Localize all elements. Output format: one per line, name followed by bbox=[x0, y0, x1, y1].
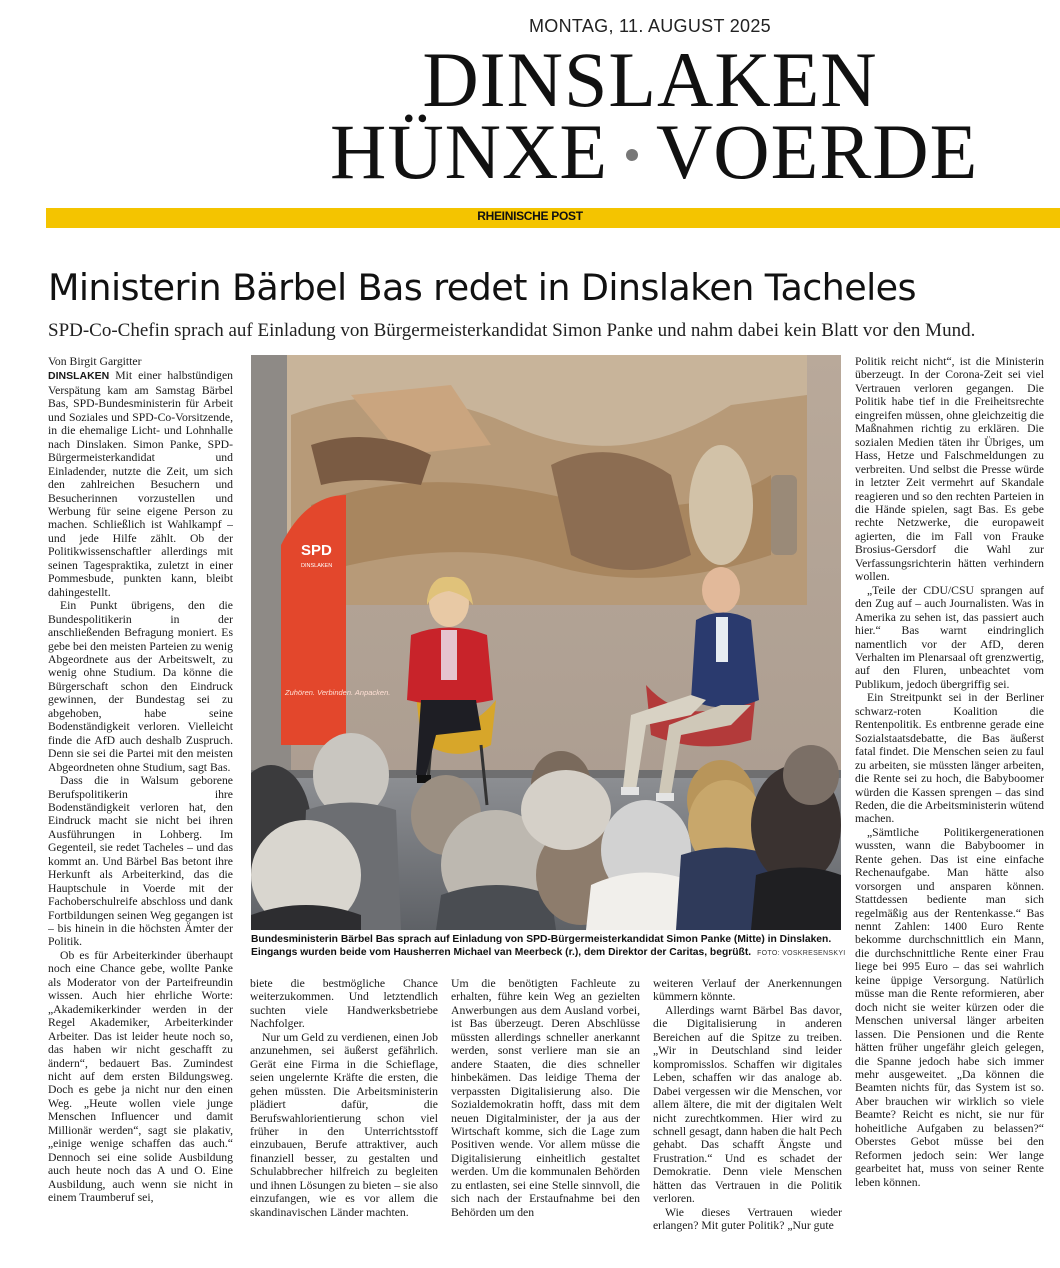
paragraph: Nur um Geld zu verdienen, einen Job anzunehmen, sei äußerst gefährlich. Gerät eine Firma in die Schieflage, seien ungelernte Kräfte die ersten, die gehen müssten. Die Arbeitsministerin plädiert dafür, die Berufswahlorientierung schon viel früher in den Unterrichtsstoff einzubauen, Berufe attraktiver, auch finanziell besser, zu gestalten und Schulabbrecher hilfreich zu begleiten und ihnen Lösungen zu bieten – sie also einzufangen, wie es vor allem die skandinavischen Länder machten. bbox=[250, 1030, 438, 1219]
paragraph: Um die benötigten Fachleute zu erhalten, führe kein Weg an gezielten Anwerbungen aus dem Ausland vorbei, ist Bas überzeugt. Deren Abschlüsse müssten allerdings schneller anerkannt werden, sonst verliere man sie an andere Staaten, die dies schneller hinbekämen. Das leidige Thema der verpassten Digitalisierung also. Die Sozialdemokratin hofft, dass mit dem neuen Digitalminister, der ja aus der Wirtschaft komme, sich die Lage zum Positiven wende. Vor allem müsse die Digitalisierung einheitlich gestaltet werden. Um die kommunalen Behörden zu entlasten, sei eine Stelle sinnvoll, die sich nach der Erstaufnahme bei den Behörden um den bbox=[451, 977, 640, 1219]
masthead-voerde: VOERDE bbox=[655, 108, 979, 195]
paragraph: Ob es für Arbeiterkinder überhaupt noch eine Chance gebe, wollte Panke als Moderator von der Parteifreundin wissen. Auch hier ehrliche Worte: „Akademikerkinder werden in der Regel Akademiker, Arbeiterkinder Arbeiter. Das ist leider heute noch so, das haben wir nicht geschafft zu ändern“, bedauert Bas. Zumindest nicht auf dem ersten Bildungsweg. Doch es gebe ja nicht nur den einen Weg. „Heute wollen viele junge Menschen Influencer und damit Millionär werden“, sagt sie plakativ, „einige wenige schaffen das auch.“ Dennoch sei eine solide Ausbildung auch heute noch das A und O. Eine Ausbildung, auch wenn sie nicht in einem Traumberuf sei, bbox=[48, 948, 233, 1205]
article-subheadline: SPD-Co-Chefin sprach auf Einladung von Bürgermeisterkandidat Simon Panke und nahm dabei kein Blatt vor den Mund. bbox=[48, 320, 976, 341]
spd-banner bbox=[281, 495, 346, 745]
paragraph: Politik reicht nicht“, ist die Ministerin überzeugt. In der Corona-Zeit sei viel Vertrauen verloren gegangen. Die Politik habe tief in die Freiheitsrechte eingreifen müssen, ohne gleichzeitig die Maßnahmen richtig zu erklären. Die sozialen Medien täten ihr Übriges, um Hass, Hetze und Falschmeldungen zu verbreiten. Und selbst die Presse würde in letzter Zeit vermehrt auf Skandale reagieren und so den rechten Parteien in die Hände spielen, sagt Bas. Es gebe rechte Netzwerke, die europaweit agierten, die im Fall von Frauke Brosius-Gersdorf die Wahl zur Verfassungsrichterin hätten verhindern wollen. bbox=[855, 355, 1044, 584]
issue-date: MONTAG, 11. AUGUST 2025 bbox=[529, 16, 771, 36]
paragraph-text: Mit einer halbstündigen Verspätung kam am Samstag Bärbel Bas, SPD-Bundesministerin für Arbeit und Soziales und SPD-Co-Vorsitzende, in die ehemalige Licht- und Lohnhalle nach Dinslaken. Simon Panke, SPD-Bürgermeisterkandidat und Einladender, nutzte die Zeit, um sich den zahlreichen Besuchern und Besucherinnen vorzustellen und Werbung für seine eigene Person zu machen. Schließlich ist Wahlkampf – und jede Hilfe zählt. Ob der Politikwissenschaftler allerdings mit seinen Tagespraktika, zuletzt in einer Pommesbude, punkten kann, bleibt dahingestellt. bbox=[48, 369, 233, 599]
paragraph: Wie dieses Vertrauen wieder erlangen? Mit guter Politik? „Nur gute bbox=[653, 1205, 842, 1233]
article-headline: Ministerin Bärbel Bas redet in Dinslaken Tacheles bbox=[48, 266, 916, 309]
paragraph: Ein Punkt übrigens, den die Bundespolitikerin in der anschließenden Befragung moniert. Es gebe bei den meisten Parteien zu wenig Abgeordnete aus der Arbeitswelt, zu wenig ohne Studium. Da könne die Bürgerschaft schon den Eindruck gewinnen, der Bundestag sei zu abgehoben, habe seine Bodenständigkeit verloren. Vielleicht finde die AfD auch deshalb Zuspruch. Denn sie sei die Partei mit den meisten Abgeordneten ohne Studium, sagt Bas. bbox=[48, 599, 233, 774]
banner-logo: SPD bbox=[301, 542, 332, 559]
paragraph: biete die bestmögliche Chance weiterzukommen. Und letztendlich suchten viele Handwerksbetriebe Nachfolger. bbox=[250, 977, 438, 1031]
masthead-line-1: DINSLAKEN bbox=[422, 36, 878, 123]
event-photo-illustration bbox=[251, 355, 841, 930]
article-column-3 bbox=[451, 977, 640, 1248]
masthead-line-2 bbox=[330, 108, 979, 195]
dateline: DINSLAKEN bbox=[48, 370, 110, 383]
paragraph: Dass die in Walsum geborene Berufspolitikerin ihre Bodenständigkeit verloren hat, den Eindruck macht sie nicht bei ihren Ausführungen in Lohberg. Im Gegenteil, sie redet Tacheles – und das kommt an. Und Bärbel Bas betont ihre Herkunft als Arbeiterkind, das die Hauptschule in Voerde mit der Fachoberschulreife abschloss und dank Fortbildungen seinen Weg gegangen ist – bis hinein in die höchsten Ämter der Politik. bbox=[48, 774, 233, 949]
article-column-4 bbox=[653, 977, 842, 1248]
caption-text: Bundesministerin Bärbel Bas sprach auf Einladung von SPD-Bürgermeisterkandidat Simon Panke (Mitte) in Dinslaken. Eingangs wurden beide vom Hausherren Michael van Meerbeck (r.), dem Direktor der Caritas, begrüßt. bbox=[251, 934, 832, 958]
article-column-5 bbox=[855, 355, 1044, 1248]
banner-slogan: Zuhören. Verbinden. Anpacken. bbox=[285, 688, 391, 697]
article-column-1 bbox=[48, 355, 233, 1248]
photo-caption bbox=[251, 933, 846, 960]
separator-dot bbox=[626, 149, 638, 161]
article-column-2 bbox=[250, 977, 438, 1248]
paragraph: „Teile der CDU/CSU sprangen auf den Zug auf – auch Journalisten. Was in Amerika zu sehen ist, das passiert auch hier.“ Bas warnt eindringlich namentlich vor der AfD, deren Verhalten im Plenarsaal oft grenzwertig, auf den Fluren, unbeachtet vom Publikum, jedoch übergriffig sei. bbox=[855, 583, 1044, 691]
photo-credit: FOTO: VOSKRESENSKYI bbox=[757, 950, 846, 957]
paragraph: „Sämtliche Politikergenerationen wussten, wann die Babyboomer in Rente gehen. Das ist eine einfache Rechenaufgabe. Man hätte also vorsorgen und ansparen können. Stattdessen bediente man sich regelmäßig aus der Rentenkasse.“ Bas nennt Zahlen: 1400 Euro Rente bekomme durchschnittlich ein Mann, die durchschnittliche Rente einer Frau liege bei 995 Euro – das sei wahrlich keine üppige Versorgung. Natürlich müsse man die Rente reformieren, aber doch nicht sie weiter kürzen oder die Menschen universal länger arbeiten lassen. Die Pensionen und die Rente hätten früher ungefähr gleich gelegen, die Spanne jedoch habe sich immer mehr ausgeweitet. „Da können die Beamten nichts für, das System ist so. Aber brauchen wir wirklich so viele Beamte? Reicht es nicht, sie nur für hoheitliche Aufgaben zu belassen?“ Oberstes Gebot müsse bei den Reformen jedoch sein: Wer lange gearbeitet hat, muss von seiner Rente leben können. bbox=[855, 825, 1044, 1189]
masthead-hunxe: HÜNXE bbox=[330, 108, 608, 195]
paragraph: Allerdings warnt Bärbel Bas davor, die Digitalisierung in anderen Bereichen auf die Spitze zu treiben. „Wir in Deutschland sind leider kompromisslos. Schaffen wir digitales Leben, schaffen wir das analoge ab. Dabei vergessen wir die Menschen, vor allem ältere, die mit der digitalen Welt nicht zurechtkommen. Hier wird zu schnell gesagt, dann haben die halt Pech gehabt. Das schafft Ängste und Frustration.“ Und es schadet der Demokratie. Denn viele Menschen hätten das Vertrauen in die Politik verloren. bbox=[653, 1003, 842, 1206]
banner-sub: DINSLAKEN bbox=[301, 563, 333, 569]
publication-name: RHEINISCHE POST bbox=[477, 209, 583, 223]
paragraph: Ein Streitpunkt sei in der Berliner schwarz-roten Koalition die Rentenpolitik. Es entbrenne gerade eine Sozialstaatsdebatte, die Bas äußerst fatal findet. Die Menschen seien zu faul zu arbeiten, sie müssten länger arbeiten, die Rente sei zu hoch, die Babyboomer würden die Kassen sprengen – das sind Reden, die die Arbeitsministerin wütend machen. bbox=[855, 691, 1044, 826]
paragraph bbox=[48, 369, 233, 599]
byline: Von Birgit Gargitter bbox=[48, 355, 142, 368]
article-photo bbox=[251, 355, 841, 930]
paragraph: weiteren Verlauf der Anerkennungen kümmern könnte. bbox=[653, 977, 842, 1004]
